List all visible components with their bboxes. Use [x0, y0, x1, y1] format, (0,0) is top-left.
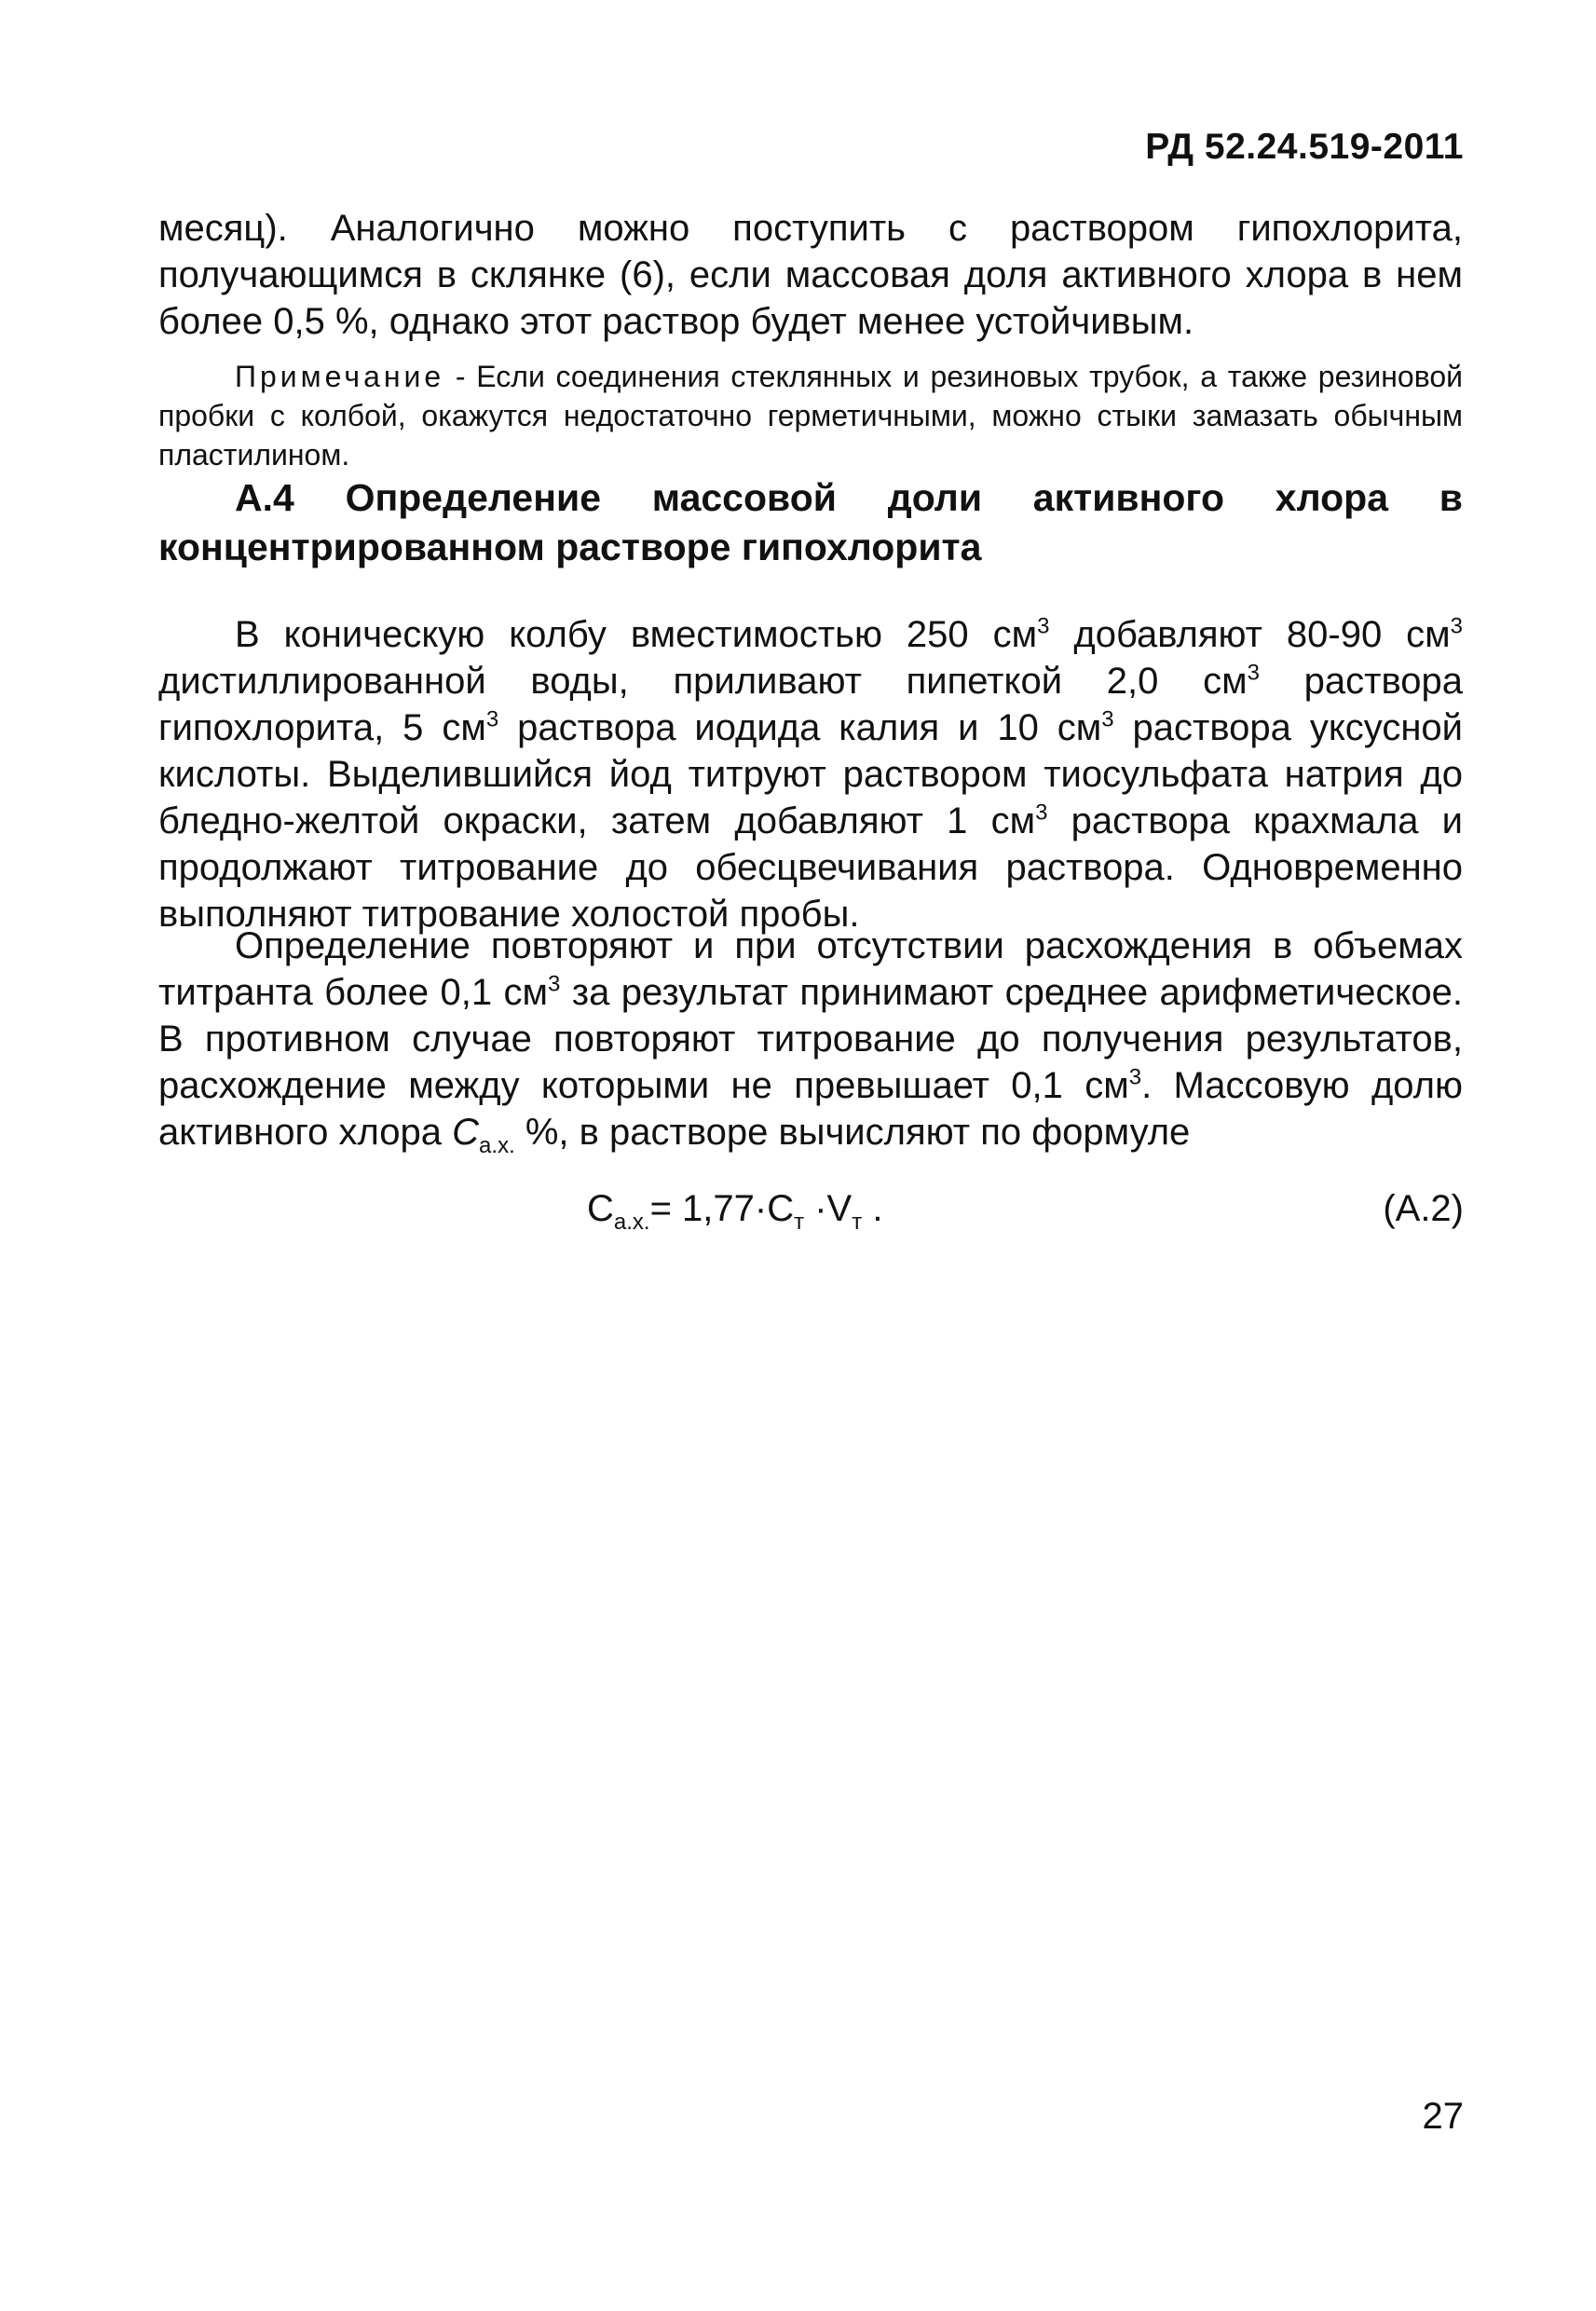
formula — [587, 1185, 883, 1235]
section-heading-text: А.4 Определение массовой доли активного хлора в концентрированном растворе гипохлорита — [158, 476, 1463, 568]
superscript: 3 — [1101, 706, 1114, 732]
subscript: т — [852, 1210, 863, 1235]
note-text: - Если соединения стеклянных и резиновых трубок, а также резиновой пробки с колбой, окажутся недостаточно герметичными, можно стыки замазать обычным пластилином. — [158, 360, 1463, 472]
procedure-paragraph — [158, 611, 1463, 937]
text-run: . Массовую долю активного хлора — [158, 1065, 1463, 1153]
text-run: раствора гипохлорита, 5 см — [158, 661, 1463, 748]
document-code: РД 52.24.519-2011 — [1145, 127, 1464, 167]
text-run: Определение повторяют и при отсутствии расхождения в объемах титранта более 0,1 см — [158, 925, 1463, 1013]
note-block — [158, 357, 1463, 474]
note-label: Примечание — [235, 360, 445, 393]
text-run: раствора крахмала и продолжают титрование до обесцвечивания раствора. Одновременно выполняют титрование холостой пробы. — [158, 800, 1464, 935]
formula-text: = 1,77·C — [649, 1188, 795, 1229]
text-run: за результат принимают среднее арифметическое. В противном случае повторяют титрование до получения результатов, расхождение между которыми не превышает 0,1 см — [158, 972, 1463, 1106]
formula-number: (А.2) — [1383, 1188, 1464, 1229]
subscript: т — [794, 1210, 805, 1235]
text-run: добавляют 80-90 см — [1049, 614, 1451, 655]
superscript: 3 — [1450, 613, 1464, 639]
formula-symbol: C — [587, 1188, 614, 1229]
intro-paragraph: месяц). Аналогично можно поступить с раствором гипохлорита, получающимся в склянке (6), если массовая доля активного хлора в нем более 0,5 %, однако этот раствор будет менее устойчивым. — [158, 208, 1463, 342]
superscript: 3 — [1128, 1064, 1142, 1090]
text-run: дистиллированной воды, приливают пипеткой 2,0 см — [158, 661, 1248, 702]
text-run: раствора иодида калия и 10 см — [498, 707, 1102, 748]
page-number: 27 — [1422, 2096, 1464, 2137]
symbol: C — [452, 1112, 480, 1153]
superscript: 3 — [1247, 660, 1260, 686]
formula-text: . — [862, 1188, 883, 1229]
text-run: В коническую колбу вместимостью 250 см — [235, 614, 1038, 655]
formula-text: ·V — [804, 1188, 853, 1229]
superscript: 3 — [485, 706, 499, 732]
calculation-paragraph — [158, 923, 1463, 1156]
text-run: %, в растворе вычисляют по формуле — [514, 1112, 1191, 1153]
section-heading — [158, 473, 1463, 572]
superscript: 3 — [1035, 800, 1048, 826]
subscript: а.х. — [613, 1210, 650, 1235]
text-run: раствора уксусной кислоты. Выделившийся йод титруют раствором тиосульфата натрия до бледно-желтой окраски, затем добавляют 1 см — [158, 707, 1463, 841]
superscript: 3 — [1037, 613, 1050, 639]
subscript: а.х. — [479, 1133, 515, 1158]
superscript: 3 — [548, 971, 561, 997]
